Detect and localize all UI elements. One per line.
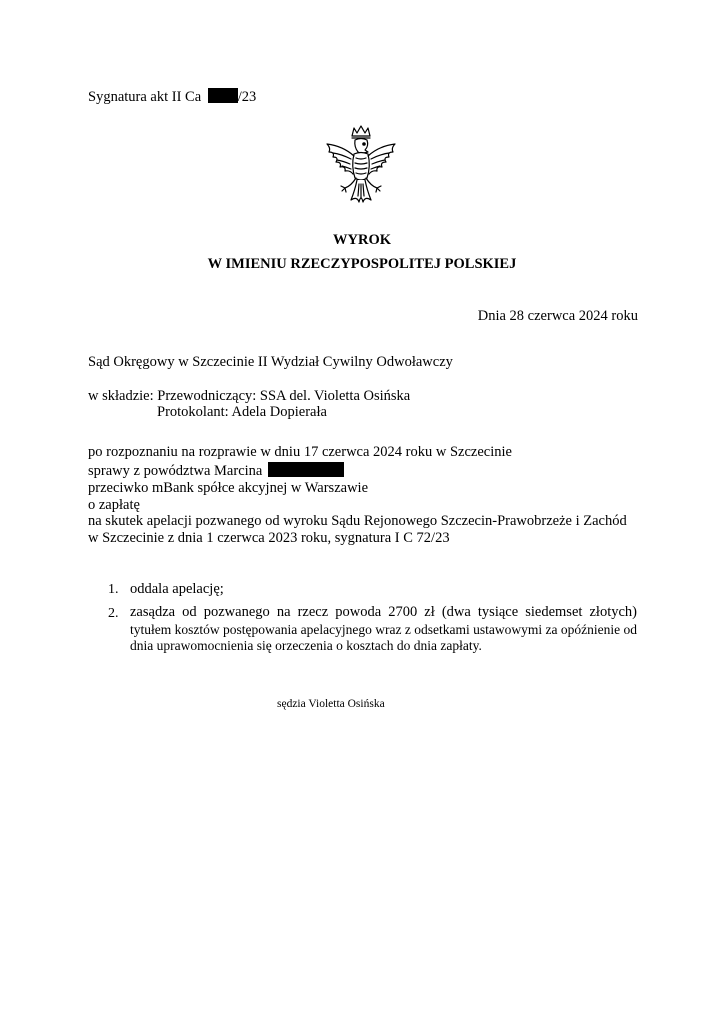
- case-signature-prefix: Sygnatura akt II Ca: [88, 89, 202, 105]
- composition-chair-line: [88, 388, 410, 405]
- composition-chair: Przewodniczący: SSA del. Violetta Osińska: [157, 388, 411, 404]
- plaintiff-name: sprawy z powództwa Marcina: [88, 463, 263, 479]
- composition-clerk: Protokolant: Adela Dopierała: [157, 404, 327, 420]
- case-signature: [88, 88, 256, 106]
- ruling-number: 2.: [108, 606, 119, 621]
- redaction-box: [208, 88, 238, 103]
- judgment-subtitle: W IMIENIU RZECZYPOSPOLITEJ POLSKIEJ: [207, 256, 517, 272]
- polish-eagle-emblem-icon: [321, 124, 401, 210]
- case-line-5: na skutek apelacji pozwanego od wyroku Sądu Rejonowego Szczecin-Prawobrzeże i Zachód: [88, 513, 627, 529]
- ruling-number: 1.: [108, 582, 119, 597]
- ruling-text: zasądza od pozwanego na rzecz powoda 2700 zł (dwa tysiące siedemset złotych): [130, 604, 637, 620]
- case-signature-suffix: /23: [237, 89, 257, 105]
- ruling-text: oddala apelację;: [130, 581, 224, 597]
- court-name: Sąd Okręgowy w Szczecinie II Wydział Cywilny Odwoławczy: [88, 354, 453, 370]
- judgment-date: Dnia 28 czerwca 2024 roku: [477, 308, 638, 324]
- ruling-text: tytułem kosztów postępowania apelacyjnego wraz z odsetkami ustawowymi za opóźnienie od: [130, 622, 637, 637]
- redaction-box: [268, 462, 344, 477]
- case-line-2: [88, 462, 344, 480]
- case-line-4: o zapłatę: [88, 497, 140, 513]
- judge-signature: sędzia Violetta Osińska: [277, 698, 385, 710]
- judgment-title: WYROK: [333, 232, 391, 248]
- case-line-6: w Szczecinie z dnia 1 czerwca 2023 roku, sygnatura I C 72/23: [88, 530, 450, 546]
- case-line-3: przeciwko mBank spółce akcyjnej w Warszawie: [88, 480, 369, 496]
- case-line-1: po rozpoznaniu na rozprawie w dniu 17 czerwca 2024 roku w Szczecinie: [88, 444, 512, 460]
- ruling-text: dnia uprawomocnienia się orzeczenia o kosztach do dnia zapłaty.: [130, 638, 482, 653]
- composition-label: w składzie:: [88, 388, 154, 404]
